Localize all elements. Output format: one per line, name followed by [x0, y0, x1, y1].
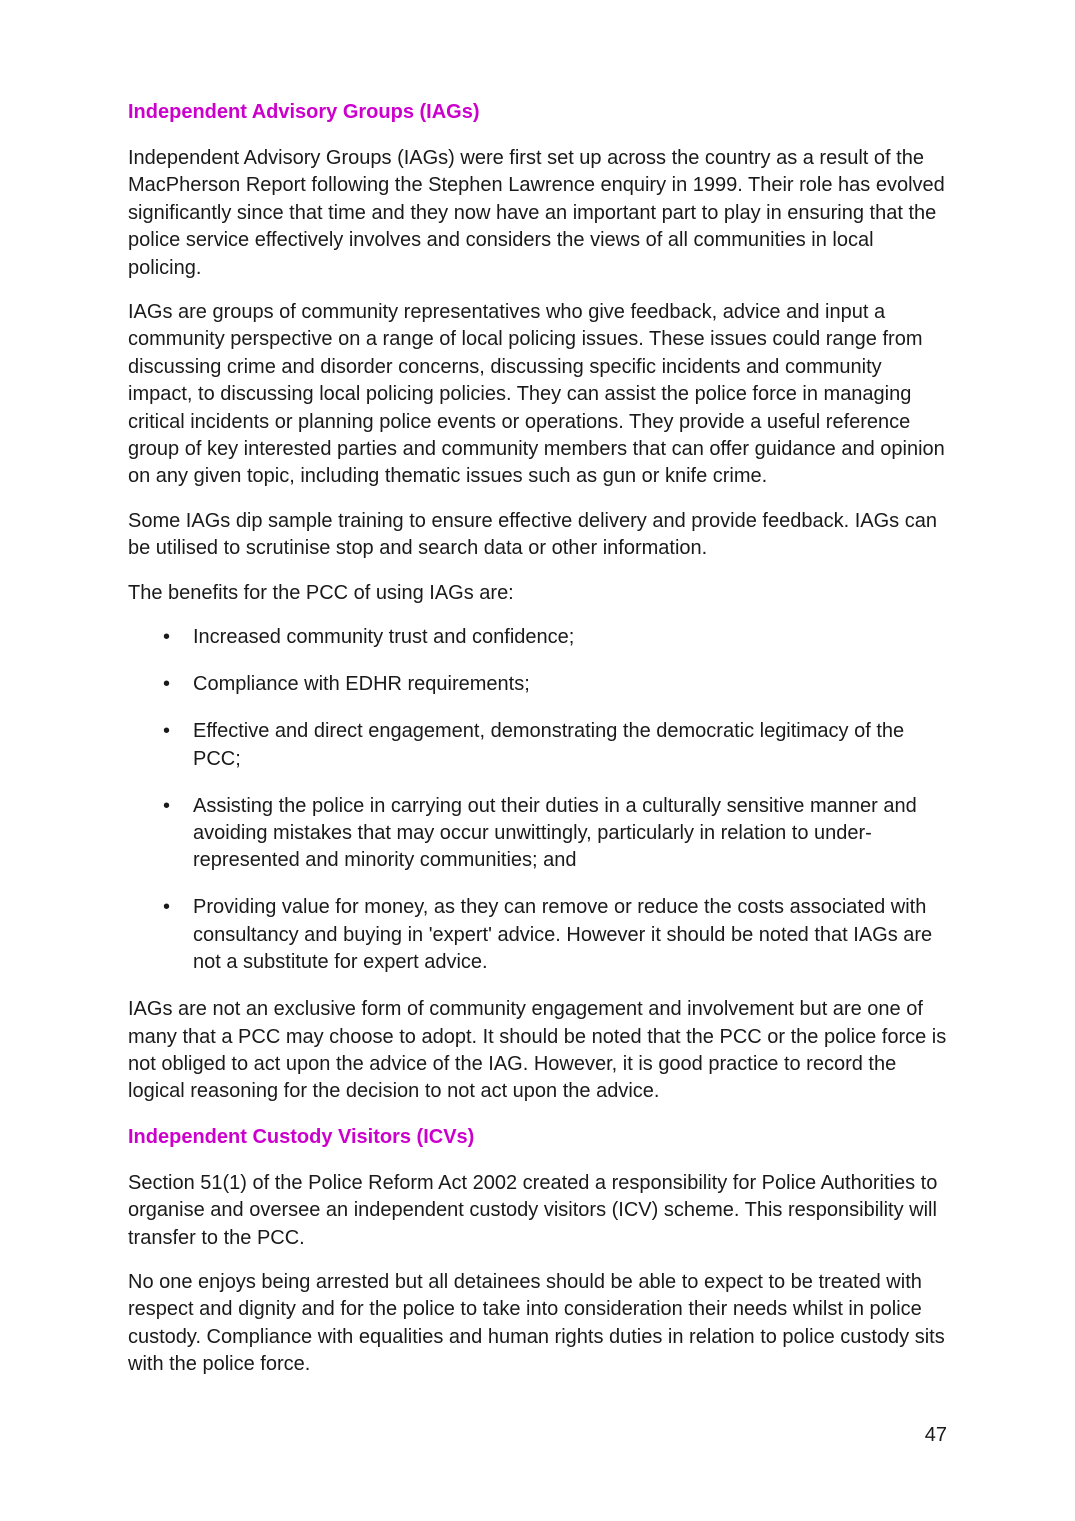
bullet-icon: •: [163, 626, 171, 649]
paragraph: Independent Advisory Groups (IAGs) were first set up across the country as a result of the MacPherson Report following the Stephen Lawrence enquiry in 1999. Their role has evolved significantly since that time and they now have an important part to play in ensuring that the police service effectively involves and considers the views of all communities in local policing.: [128, 147, 945, 279]
bullet-icon: •: [163, 794, 171, 817]
paragraph: Some IAGs dip sample training to ensure effective delivery and provide feedback. IAGs can be utilised to scrutinise stop and search data or other information.: [128, 509, 937, 560]
list-item-text: Providing value for money, as they can remove or reduce the costs associated with consultancy and buying in 'expert' advice. However it should be noted that IAGs are not a substitute for expert advice.: [193, 896, 933, 974]
list-item: [128, 624, 948, 651]
benefits-list: [128, 624, 948, 976]
list-item: [128, 671, 948, 698]
paragraph: The benefits for the PCC of using IAGs are:: [128, 581, 514, 604]
bullet-icon: •: [163, 673, 171, 696]
bullet-icon: •: [163, 720, 171, 743]
list-item-text: Assisting the police in carrying out their duties in a culturally sensitive manner and avoiding mistakes that may occur unwittingly, particularly in relation to under-represented and minority communities; and: [193, 794, 917, 872]
list-item: [128, 793, 948, 875]
list-item: [128, 894, 948, 976]
bullet-icon: •: [163, 896, 171, 919]
paragraph: IAGs are not an exclusive form of community engagement and involvement but are one of many that a PCC may choose to adopt. It should be noted that the PCC or the police force is not obliged to act upon the advice of the IAG. However, it is good practice to record the logical reasoning for the decision to not act upon the advice.: [128, 998, 947, 1103]
list-item-text: Effective and direct engagement, demonstrating the democratic legitimacy of the PCC;: [193, 720, 905, 770]
document-page: [128, 98, 948, 1396]
paragraph: Section 51(1) of the Police Reform Act 2002 created a responsibility for Police Authorities to organise and oversee an independent custody visitors (ICV) scheme. This responsibility will transfer to the PCC.: [128, 1171, 938, 1249]
paragraph: No one enjoys being arrested but all detainees should be able to expect to be treated with respect and dignity and for the police to take into consideration their needs whilst in police custody. Compliance with equalities and human rights duties in relation to police custody sits with the police force.: [128, 1270, 945, 1376]
section-heading-iags: Independent Advisory Groups (IAGs): [128, 101, 480, 123]
section-heading-icvs: Independent Custody Visitors (ICVs): [128, 1125, 475, 1148]
paragraph: IAGs are groups of community representatives who give feedback, advice and input a community perspective on a range of local policing issues. These issues could range from discussing crime and disorder concerns, discussing specific incidents and community impact, to discussing local policing policies. They can assist the police force in managing critical incidents or planning police events or operations. They provide a useful reference group of key interested parties and community members that can offer guidance and opinion on any given topic, including thematic issues such as gun or knife crime.: [128, 301, 945, 488]
list-item: [128, 718, 948, 773]
page-number: 47: [924, 1424, 947, 1446]
list-item-text: Increased community trust and confidence;: [193, 626, 575, 649]
list-item-text: Compliance with EDHR requirements;: [193, 673, 530, 696]
